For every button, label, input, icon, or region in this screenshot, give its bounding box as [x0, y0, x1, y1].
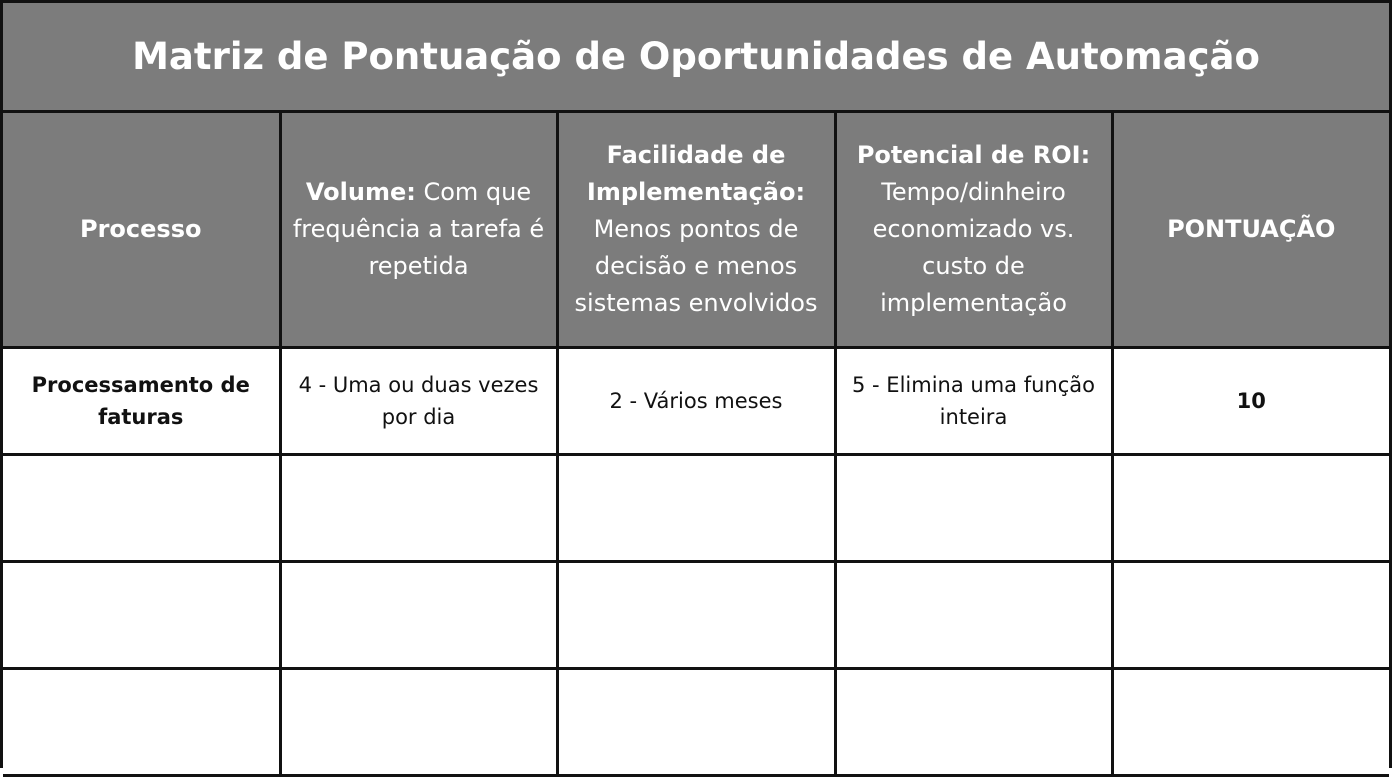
header-row — [3, 113, 1389, 347]
header-facilidade-description: Menos pontos de decisão e menos sistemas envolvidos — [574, 214, 818, 317]
header-volume-label: Volume: — [305, 177, 416, 206]
header-volume — [280, 113, 557, 347]
matrix-title: Matriz de Pontuação de Oportunidades de Automação — [3, 3, 1389, 113]
cell-processo[interactable] — [3, 561, 280, 668]
header-roi-label: Potencial de ROI: — [856, 140, 1091, 169]
cell-pontuacao[interactable] — [1112, 668, 1389, 775]
cell-pontuacao[interactable]: 10 — [1112, 347, 1389, 454]
header-processo-label: Processo — [80, 214, 202, 243]
cell-pontuacao[interactable] — [1112, 454, 1389, 561]
cell-roi[interactable]: 5 - Elimina uma função inteira — [835, 347, 1112, 454]
cell-processo[interactable] — [3, 454, 280, 561]
header-facilidade-label: Facilidade de Implementação: — [586, 140, 806, 206]
table-row — [3, 668, 1389, 775]
cell-facilidade[interactable] — [557, 454, 835, 561]
cell-facilidade[interactable]: 2 - Vários meses — [557, 347, 835, 454]
header-roi-description: Tempo/dinheiro economizado vs. custo de implementação — [872, 177, 1075, 317]
cell-volume[interactable] — [280, 454, 557, 561]
cell-facilidade[interactable] — [557, 561, 835, 668]
table-row — [3, 454, 1389, 561]
header-roi — [835, 113, 1112, 347]
cell-volume[interactable]: 4 - Uma ou duas vezes por dia — [280, 347, 557, 454]
table-row — [3, 561, 1389, 668]
cell-volume[interactable] — [280, 668, 557, 775]
header-volume-description: Com que frequência a tarefa é repetida — [292, 177, 545, 280]
header-pontuacao — [1112, 113, 1389, 347]
cell-roi[interactable] — [835, 561, 1112, 668]
cell-pontuacao[interactable] — [1112, 561, 1389, 668]
cell-facilidade[interactable] — [557, 668, 835, 775]
table-row — [3, 347, 1389, 454]
cell-roi[interactable] — [835, 668, 1112, 775]
cell-processo[interactable]: Processamento de faturas — [3, 347, 280, 454]
cell-processo[interactable] — [3, 668, 280, 775]
cell-roi[interactable] — [835, 454, 1112, 561]
header-processo — [3, 113, 280, 347]
scoring-table — [3, 113, 1389, 777]
cell-volume[interactable] — [280, 561, 557, 668]
header-pontuacao-label: PONTUAÇÃO — [1167, 214, 1336, 243]
header-facilidade — [557, 113, 835, 347]
